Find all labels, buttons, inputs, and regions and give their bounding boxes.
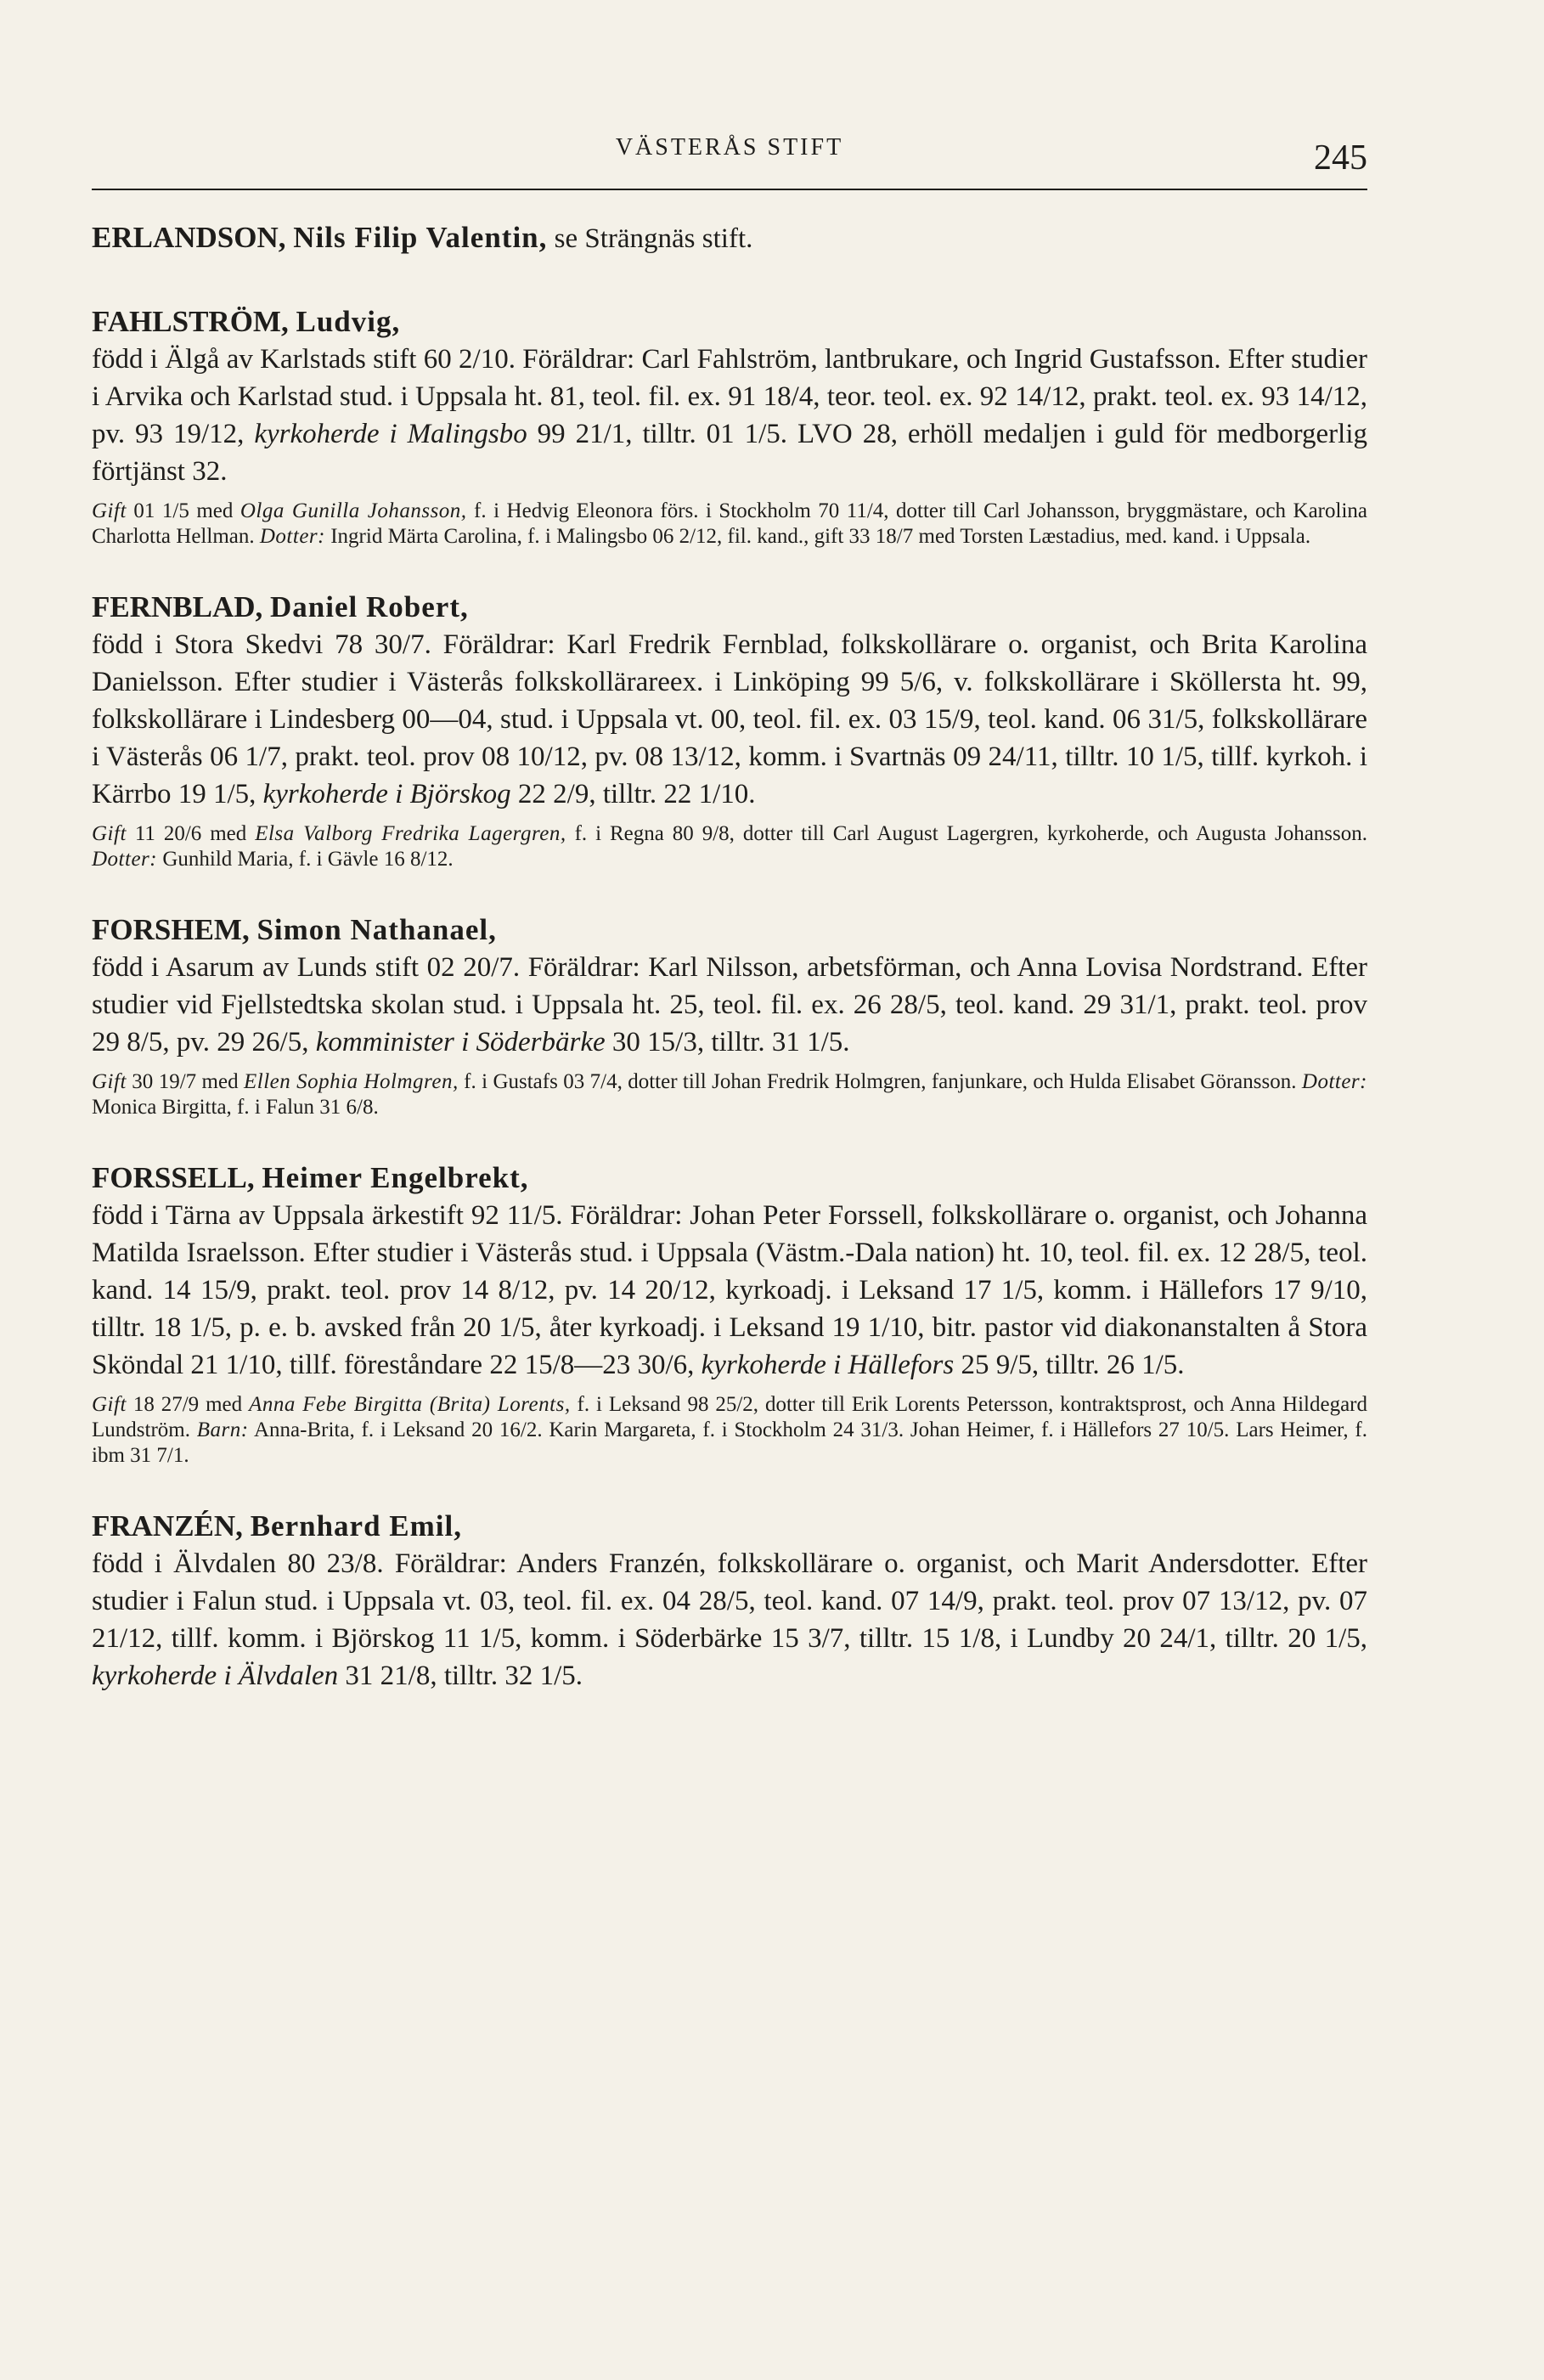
entry-surname: FRANZÉN, (92, 1509, 243, 1542)
biography-tail: 22 2/9, tilltr. 22 1/10. (510, 779, 756, 809)
entry-surname: FERNBLAD, (92, 590, 263, 623)
biography-text: född i Asarum av Lunds stift 02 20/7. Föräldrar: Karl Nilsson, arbetsförman, och Anna Lovisa Nordstrand. Efter studier vid Fjellstedtska skolan stud. i Uppsala ht. 25, teol. fil. ex. 26 28/5, teol. kand. 29 31/1, prakt. teol. prov 29 8/5, pv. 29 26/5, (92, 952, 1367, 1057)
entry-family (92, 1069, 1367, 1120)
family-label: Gift (92, 1070, 127, 1093)
biography-text: född i Stora Skedvi 78 30/7. Föräldrar: Karl Fredrik Fernblad, folkskollärare o. organist, och Brita Karolina Danielsson. Efter studier i Västerås folkskollärareex. i Linköping 99 5/6, v. folkskollärare i Sköllersta ht. 99, folkskollärare i Lindesberg 00—04, stud. i Uppsala vt. 00, teol. fil. ex. 03 15/9, teol. kand. 06 31/5, folkskollärare i Västerås 06 1/7, prakt. teol. prov 08 10/12, pv. 08 13/12, komm. i Svartnäs 09 24/11, tilltr. 10 1/5, tillf. kyrkoh. i Kärrbo 19 1/5, (92, 629, 1367, 809)
entry-family (92, 499, 1367, 550)
biography-tail: 31 21/8, tilltr. 32 1/5. (338, 1661, 583, 1691)
biography-position: kyrkoherde i Älvdalen (92, 1661, 339, 1691)
family-text: f. i Hedvig Eleonora förs. i Stockholm 70 11/4, dotter till Carl Johansson, bryggmästare, och Karolina Charlotta Hellman. (92, 499, 1367, 548)
entry-surname: ERLANDSON, (92, 221, 286, 254)
entry-surname: FAHLSTRÖM, (92, 305, 289, 338)
biography-position: kyrkoherde i Malingsbo (254, 419, 527, 449)
entry-biography (92, 949, 1367, 1061)
biography-text: född i Älgå av Karlstads stift 60 2/10. Föräldrar: Carl Fahlström, lantbrukare, och Ingrid Gustafsson. Efter studier i Arvika och Karlstad stud. i Uppsala ht. 81, teol. fil. ex. 91 18/4, teor. teol. ex. 92 14/12, prakt. teol. ex. 93 14/12, pv. 93 19/12, (92, 344, 1367, 449)
family-spouse: Olga Gunilla Johansson, (239, 499, 467, 522)
page-number: 245 (1314, 138, 1367, 178)
entry-family (92, 1392, 1367, 1469)
family-label: Gift (92, 1393, 127, 1416)
biography-position: kyrkoherde i Björskog (262, 779, 511, 809)
entry-surname: FORSSELL, (92, 1161, 255, 1194)
family-spouse: Ellen Sophia Holmgren, (244, 1070, 459, 1093)
entry-biography (92, 1545, 1367, 1695)
family-children-label: Dotter: (92, 848, 158, 871)
family-label: Gift (92, 822, 127, 845)
entry-given-names: Daniel Robert, (270, 590, 469, 623)
entry-given-names: Heimer Engelbrekt, (262, 1161, 529, 1194)
biography-tail: 25 9/5, tilltr. 26 1/5. (954, 1350, 1185, 1380)
family-text: f. i Regna 80 9/8, dotter till Carl August Lagergren, kyrkoherde, och Augusta Johansson. (566, 822, 1367, 845)
entry-biography (92, 1197, 1367, 1384)
entry-name (92, 221, 547, 254)
family-children: Monica Birgitta, f. i Falun 31 6/8. (92, 1096, 379, 1119)
entry-surname: FORSHEM, (92, 913, 250, 946)
entry-given-names: Ludvig, (296, 305, 401, 338)
entry-forshem (92, 911, 1367, 1120)
family-children-label: Dotter: (1301, 1070, 1367, 1093)
header-rule (92, 189, 1367, 190)
family-date: 30 19/7 med (126, 1070, 244, 1093)
entry-name (92, 589, 1367, 626)
running-head: VÄSTERÅS STIFT (615, 134, 844, 161)
biography-position: kyrkoherde i Hällefors (701, 1350, 955, 1380)
family-children: Anna-Brita, f. i Leksand 20 16/2. Karin Margareta, f. i Stockholm 24 31/3. Johan Heimer, f. i Hällefors 27 10/5. Lars Heimer, f. ibm 31 7/1. (92, 1418, 1367, 1467)
family-spouse: Anna Febe Birgitta (Brita) Lorents, (249, 1393, 571, 1416)
entry-name (92, 303, 1367, 341)
family-children-label: Dotter: (259, 525, 325, 548)
family-text: f. i Leksand 98 25/2, dotter till Erik Lorents Petersson, kontraktsprost, och Anna Hildegard Lundström. (92, 1393, 1367, 1441)
entry-erlandson (92, 219, 1367, 257)
entry-biography (92, 341, 1367, 490)
family-children: Ingrid Märta Carolina, f. i Malingsbo 06 2/12, fil. kand., gift 33 18/7 med Torsten Læstadius, med. kand. i Uppsala. (324, 525, 1311, 548)
entry-given-names: Simon Nathanael, (256, 913, 497, 946)
biography-tail: 30 15/3, tilltr. 31 1/5. (605, 1027, 850, 1057)
family-label: Gift (92, 499, 127, 522)
entry-name (92, 911, 1367, 949)
entry-name (92, 1508, 1367, 1545)
family-date: 18 27/9 med (126, 1393, 250, 1416)
entry-family (92, 821, 1367, 872)
entry-biography (92, 626, 1367, 813)
family-children: Gunhild Maria, f. i Gävle 16 8/12. (157, 848, 454, 871)
entry-given-names: Bernhard Emil, (250, 1509, 462, 1542)
family-spouse: Elsa Valborg Fredrika Lagergren, (255, 822, 566, 845)
entry-given-names: Nils Filip Valentin, (293, 221, 548, 254)
entry-cross-reference: se Strängnäs stift. (547, 223, 753, 254)
entry-fahlstrom (92, 303, 1367, 550)
biography-position: komminister i Söderbärke (315, 1027, 606, 1057)
entries-column (92, 219, 1367, 1734)
biography-text: född i Tärna av Uppsala ärkestift 92 11/5. Föräldrar: Johan Peter Forssell, folkskollärare o. organist, och Johanna Matilda Israelsson. Efter studier i Västerås stud. i Uppsala (Västm.-Dala nation) ht. 10, teol. fil. ex. 12 28/5, teol. kand. 14 15/9, prakt. teol. prov 14 8/12, pv. 14 20/12, kyrkoadj. i Leksand 17 1/5, komm. i Hällefors 17 9/10, tilltr. 18 1/5, p. e. b. avsked från 20 1/5, åter kyrkoadj. i Leksand 19 1/10, bitr. pastor vid diakonanstalten å Stora Sköndal 21 1/10, tillf. föreståndare 22 15/8—23 30/6, (92, 1200, 1367, 1380)
family-date: 11 20/6 med (126, 822, 256, 845)
family-children-label: Barn: (196, 1418, 249, 1441)
biography-tail: 99 21/1, tilltr. 01 1/5. LVO 28, erhöll medaljen i guld för medborgerlig förtjänst 32. (92, 419, 1367, 487)
family-text: f. i Gustafs 03 7/4, dotter till Johan Fredrik Holmgren, fanjunkare, och Hulda Elisabet Göransson. (458, 1070, 1302, 1093)
family-date: 01 1/5 med (126, 499, 240, 522)
biography-text: född i Älvdalen 80 23/8. Föräldrar: Anders Franzén, folkskollärare o. organist, och Marit Andersdotter. Efter studier i Falun stud. i Uppsala vt. 03, teol. fil. ex. 04 28/5, teol. kand. 07 14/9, prakt. teol. prov 07 13/12, pv. 07 21/12, tillf. komm. i Björskog 11 1/5, komm. i Söderbärke 15 3/7, tilltr. 15 1/8, i Lundby 20 24/1, tilltr. 20 1/5, (92, 1548, 1367, 1654)
entry-forssell (92, 1159, 1367, 1469)
entry-name (92, 1159, 1367, 1197)
entry-fernblad (92, 589, 1367, 872)
entry-franzen (92, 1508, 1367, 1695)
